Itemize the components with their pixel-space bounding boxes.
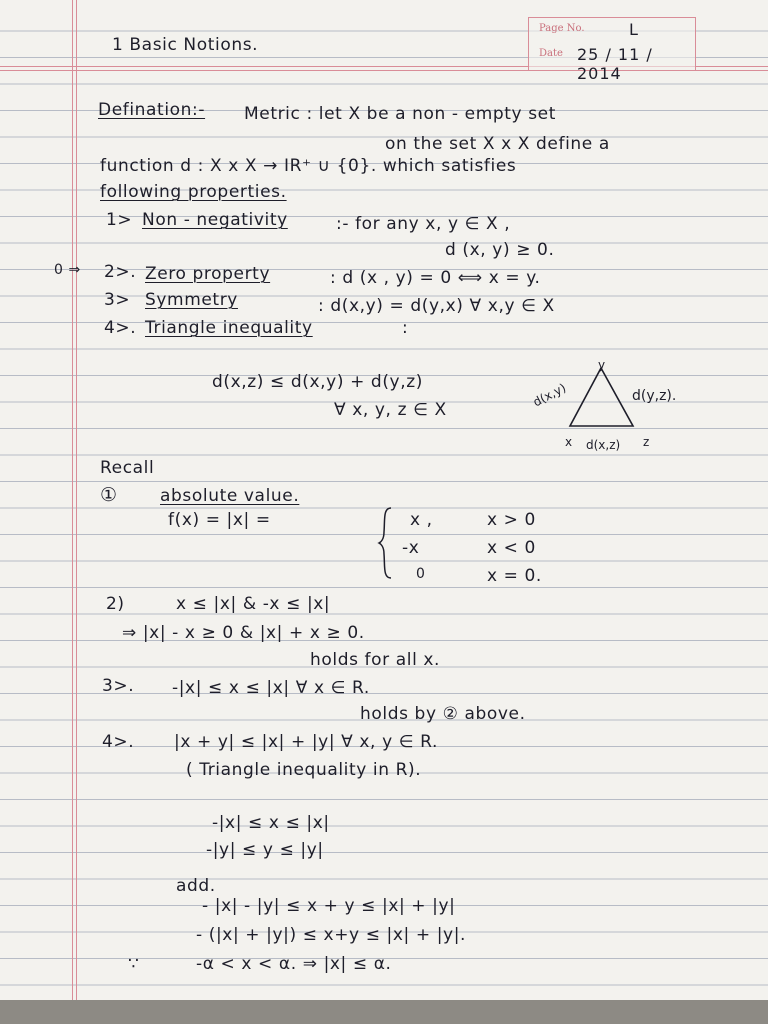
proof-line-2: -|y| ≤ y ≤ |y| — [206, 840, 324, 860]
case-2-condition: x < 0 — [487, 538, 536, 558]
property-2-number: 2>. — [104, 262, 137, 282]
recall-item-4-line-1: |x + y| ≤ |x| + |y| ∀ x, y ∈ R. — [174, 732, 438, 752]
triangle-shape — [570, 368, 633, 426]
recall-item-2-line-3: holds for all x. — [310, 650, 441, 670]
property-1-name: Non - negativity — [142, 210, 288, 230]
date-label: Date — [539, 48, 563, 59]
piecewise-brace — [377, 506, 393, 580]
triangle-side-right: d(y,z). — [632, 388, 677, 404]
absolute-value-definition: f(x) = |x| = — [168, 510, 271, 530]
property-4-colon: : — [402, 318, 409, 338]
page-title: 1 Basic Notions. — [112, 35, 259, 55]
case-2-value: -x — [402, 538, 420, 558]
proof-line-1: -|x| ≤ x ≤ |x| — [212, 813, 330, 833]
triangle-vertex-left: x — [565, 435, 573, 449]
proof-line-3: - |x| - |y| ≤ x + y ≤ |x| + |y| — [202, 896, 456, 916]
property-1-condition: d (x, y) ≥ 0. — [445, 240, 555, 260]
triangle-side-bottom: d(x,z) — [586, 438, 621, 452]
case-1-condition: x > 0 — [487, 510, 536, 530]
case-3-condition: x = 0. — [487, 566, 542, 586]
case-3-value: 0 — [416, 566, 426, 582]
definition-label: Defination:- — [98, 100, 206, 120]
case-1-value: x , — [410, 510, 433, 530]
triangle-vertex-right: z — [643, 435, 650, 449]
property-3-statement: : d(x,y) = d(y,x) ∀ x,y ∈ X — [318, 296, 555, 316]
triangle-vertex-top: y — [598, 358, 606, 372]
recall-item-3-number: 3>. — [102, 676, 135, 696]
definition-line-3: function d : X x X → IR⁺ ∪ {0}. which satisfies — [100, 156, 517, 176]
proof-line-5-prefix: ∵ — [128, 954, 140, 974]
recall-item-4-number: 4>. — [102, 732, 135, 752]
property-4-number: 4>. — [104, 318, 137, 338]
left-margin-line — [72, 0, 73, 1000]
property-2-statement: : d (x , y) = 0 ⟺ x = y. — [330, 268, 541, 288]
property-2-prefix: 0 ⇒ — [54, 262, 81, 278]
property-1-statement: :- for any x, y ∈ X , — [336, 214, 511, 234]
property-1-number: 1> — [106, 210, 133, 230]
date-value: 25 / 11 / 2014 — [577, 45, 653, 83]
triangle-side-left: d(x,y) — [530, 380, 569, 410]
definition-line-1: Metric : let X be a non - empty set — [244, 104, 556, 124]
recall-item-1-title: absolute value. — [160, 486, 300, 506]
proof-add-label: add. — [176, 876, 216, 896]
property-3-name: Symmetry — [145, 290, 238, 310]
page-no-label: Page No. — [539, 23, 585, 34]
property-3-number: 3> — [104, 290, 131, 310]
recall-item-2-line-2: ⇒ |x| - x ≥ 0 & |x| + x ≥ 0. — [122, 623, 365, 643]
proof-line-4: - (|x| + |y|) ≤ x+y ≤ |x| + |y|. — [196, 925, 467, 945]
recall-item-3-line-1: -|x| ≤ x ≤ |x| ∀ x ∈ R. — [172, 678, 370, 698]
recall-item-3-line-2: holds by ② above. — [360, 704, 526, 724]
left-margin-line-2 — [76, 0, 77, 1000]
definition-line-4: following properties. — [100, 182, 287, 202]
recall-item-2-number: 2) — [106, 594, 125, 614]
triangle-inequality-forall: ∀ x, y, z ∈ X — [334, 400, 447, 420]
page-date-stamp — [528, 17, 696, 83]
page-no-value: L — [629, 20, 639, 39]
property-2-name: Zero property — [145, 264, 271, 284]
recall-item-4-line-2: ( Triangle inequality in R). — [186, 760, 422, 780]
recall-heading: Recall — [100, 458, 155, 478]
proof-line-5: -α < x < α. ⇒ |x| ≤ α. — [196, 954, 392, 974]
recall-item-2-line-1: x ≤ |x| & -x ≤ |x| — [176, 594, 331, 614]
definition-line-2: on the set X x X define a — [385, 134, 610, 154]
property-4-name: Triangle inequality — [145, 318, 313, 338]
triangle-inequality-formula: d(x,z) ≤ d(x,y) + d(y,z) — [212, 372, 423, 392]
recall-item-1-number: ① — [100, 484, 118, 506]
